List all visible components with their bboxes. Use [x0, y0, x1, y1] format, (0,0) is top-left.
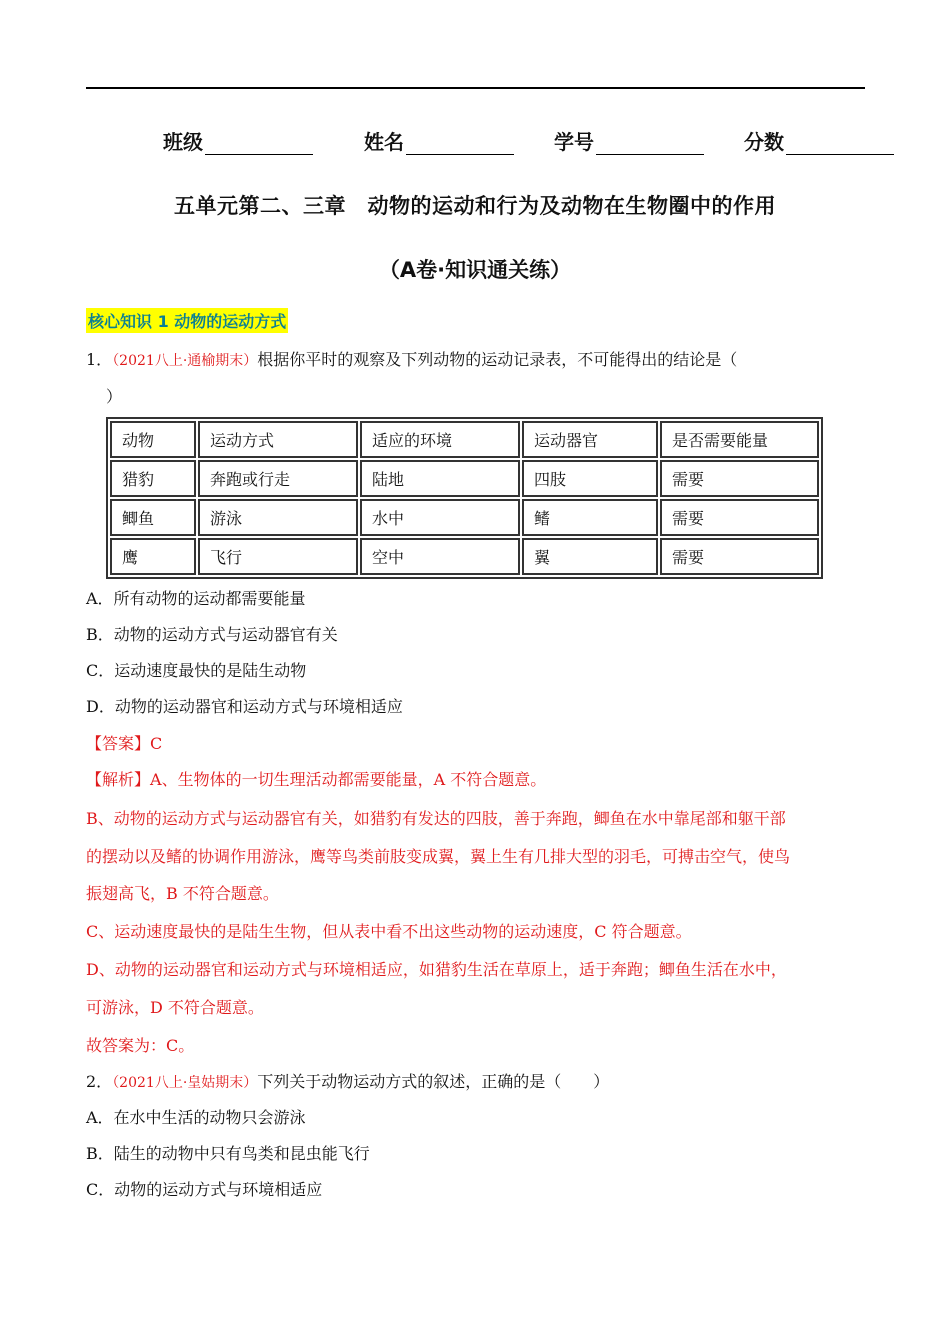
analysis-line: C、运动速度最快的是陆生生物，但从表中看不出这些动物的运动速度，C 符合题意。: [86, 922, 692, 941]
analysis-line: 的摆动以及鳍的协调作用游泳，鹰等鸟类前肢变成翼，翼上生有几排大型的羽毛，可搏击空气，使鸟: [86, 847, 791, 866]
table-cell: 陆地: [360, 460, 520, 497]
table-cell: 游泳: [198, 499, 358, 536]
table-cell: 是否需要能量: [660, 421, 819, 458]
table-cell: 运动器官: [522, 421, 658, 458]
table-row: [110, 499, 819, 536]
table-cell: 适应的环境: [360, 421, 520, 458]
table-cell: 鹰: [110, 538, 196, 575]
id-field[interactable]: 学号: [554, 126, 704, 155]
table-cell: 空中: [360, 538, 520, 575]
name-blank[interactable]: [406, 132, 514, 155]
question-2-option-c: C．动物的运动方式与环境相适应: [86, 1180, 323, 1199]
table-cell: 鳍: [522, 499, 658, 536]
name-field[interactable]: 姓名: [364, 126, 514, 155]
table-cell: 鲫鱼: [110, 499, 196, 536]
analysis-line: 【解析】A、生物体的一切生理活动都需要能量，A 不符合题意。: [86, 770, 547, 789]
question-1-option-b: B．动物的运动方式与运动器官有关: [86, 625, 338, 644]
analysis-line: 故答案为：C。: [86, 1036, 195, 1055]
table-header-row: [110, 421, 819, 458]
class-blank[interactable]: [205, 132, 313, 155]
question-1-stem-end: ）: [106, 387, 123, 406]
page-subtitle: （A卷·知识通关练）: [378, 258, 572, 282]
question-source: （2021八上·皇姑期末）: [112, 1075, 258, 1091]
score-blank[interactable]: [786, 132, 894, 155]
page-title: 五单元第二、三章 动物的运动和行为及动物在生物圈中的作用: [174, 194, 776, 218]
question-1-option-a: A．所有动物的运动都需要能量: [86, 589, 306, 608]
table-cell: 需要: [660, 499, 819, 536]
motion-record-table: [106, 417, 823, 579]
table-cell: 水中: [360, 499, 520, 536]
question-1-option-c: C．运动速度最快的是陆生动物: [86, 661, 307, 680]
question-2-option-a: A．在水中生活的动物只会游泳: [86, 1108, 306, 1127]
table-cell: 猎豹: [110, 460, 196, 497]
table-cell: 运动方式: [198, 421, 358, 458]
analysis-line: D、动物的运动器官和运动方式与环境相适应，如猎豹生活在草原上，适于奔跑；鲫鱼生活在水中，: [86, 960, 787, 979]
analysis-line: 可游泳，D 不符合题意。: [86, 998, 264, 1017]
question-1-stem: 1．（2021八上·通榆期末）根据你平时的观察及下列动物的运动记录表，不可能得出的结论是（: [86, 350, 738, 369]
table-cell: 翼: [522, 538, 658, 575]
analysis-line: 振翅高飞，B 不符合题意。: [86, 884, 279, 903]
header-rule: [86, 87, 865, 89]
section-heading: 核心知识 1 动物的运动方式: [86, 308, 288, 333]
table-row: [110, 538, 819, 575]
question-1-option-d: D．动物的运动器官和运动方式与环境相适应: [86, 697, 403, 716]
question-2-option-b: B．陆生的动物中只有鸟类和昆虫能飞行: [86, 1144, 370, 1163]
table-row: [110, 460, 819, 497]
question-source: （2021八上·通榆期末）: [112, 353, 258, 369]
question-2-stem: 2．（2021八上·皇姑期末）下列关于动物运动方式的叙述，正确的是（ ）: [86, 1072, 610, 1091]
id-blank[interactable]: [596, 132, 704, 155]
score-field[interactable]: 分数: [744, 126, 894, 155]
table-cell: 需要: [660, 460, 819, 497]
table-cell: 奔跑或行走: [198, 460, 358, 497]
table-cell: 四肢: [522, 460, 658, 497]
table-cell: 飞行: [198, 538, 358, 575]
class-field[interactable]: 班级: [163, 126, 313, 155]
analysis-line: B、动物的运动方式与运动器官有关，如猎豹有发达的四肢，善于奔跑，鲫鱼在水中靠尾部和躯干部: [86, 809, 786, 828]
table-cell: 需要: [660, 538, 819, 575]
question-1-answer: 【答案】C: [86, 734, 163, 753]
student-info-row: [0, 126, 950, 158]
table-cell: 动物: [110, 421, 196, 458]
